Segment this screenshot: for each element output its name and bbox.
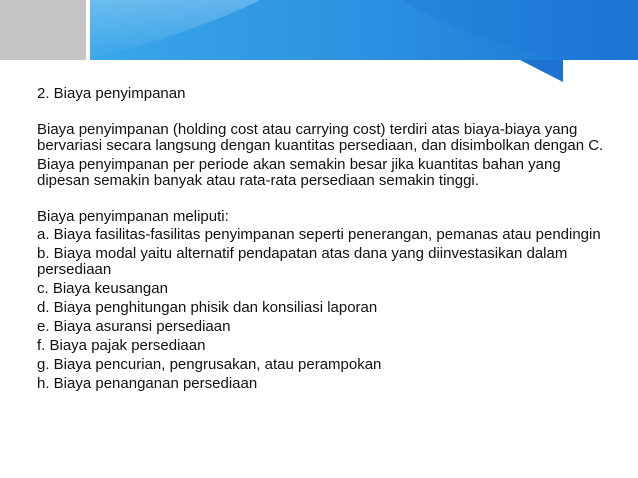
list-item: a. Biaya fasilitas-fasilitas penyimpanan seperti penerangan, pemanas atau pendingin [37,226,601,243]
list-item: h. Biaya penanganan persediaan [37,375,258,392]
paragraph-cost-growth: Biaya penyimpanan per periode akan semakin besar jika kuantitas bahan yang dipesan semakin banyak atau rata-rata persediaan semakin tinggi. [37,156,561,189]
cost-list [37,227,607,392]
list-item: f. Biaya pajak persediaan [37,337,206,354]
header-banner [0,0,638,82]
list-item: g. Biaya pencurian, pengrusakan, atau perampokan [37,356,382,373]
list-title: Biaya penyimpanan meliputi: [37,208,229,225]
slide-heading: 2. Biaya penyimpanan [37,85,186,102]
slide-content [37,86,607,395]
paragraph-holding-cost: Biaya penyimpanan (holding cost atau carrying cost) terdiri atas biaya-biaya yang bervariasi secara langsung dengan kuantitas persediaan, dan disimbolkan dengan C. [37,121,604,154]
list-item: c. Biaya keusangan [37,280,168,297]
header-gray-block [0,0,86,60]
list-item: d. Biaya penghitungan phisik dan konsiliasi laporan [37,299,378,316]
list-item: e. Biaya asuransi persediaan [37,318,231,335]
list-item: b. Biaya modal yaitu alternatif pendapatan atas dana yang diinvestasikan dalam persediaan [37,245,568,278]
